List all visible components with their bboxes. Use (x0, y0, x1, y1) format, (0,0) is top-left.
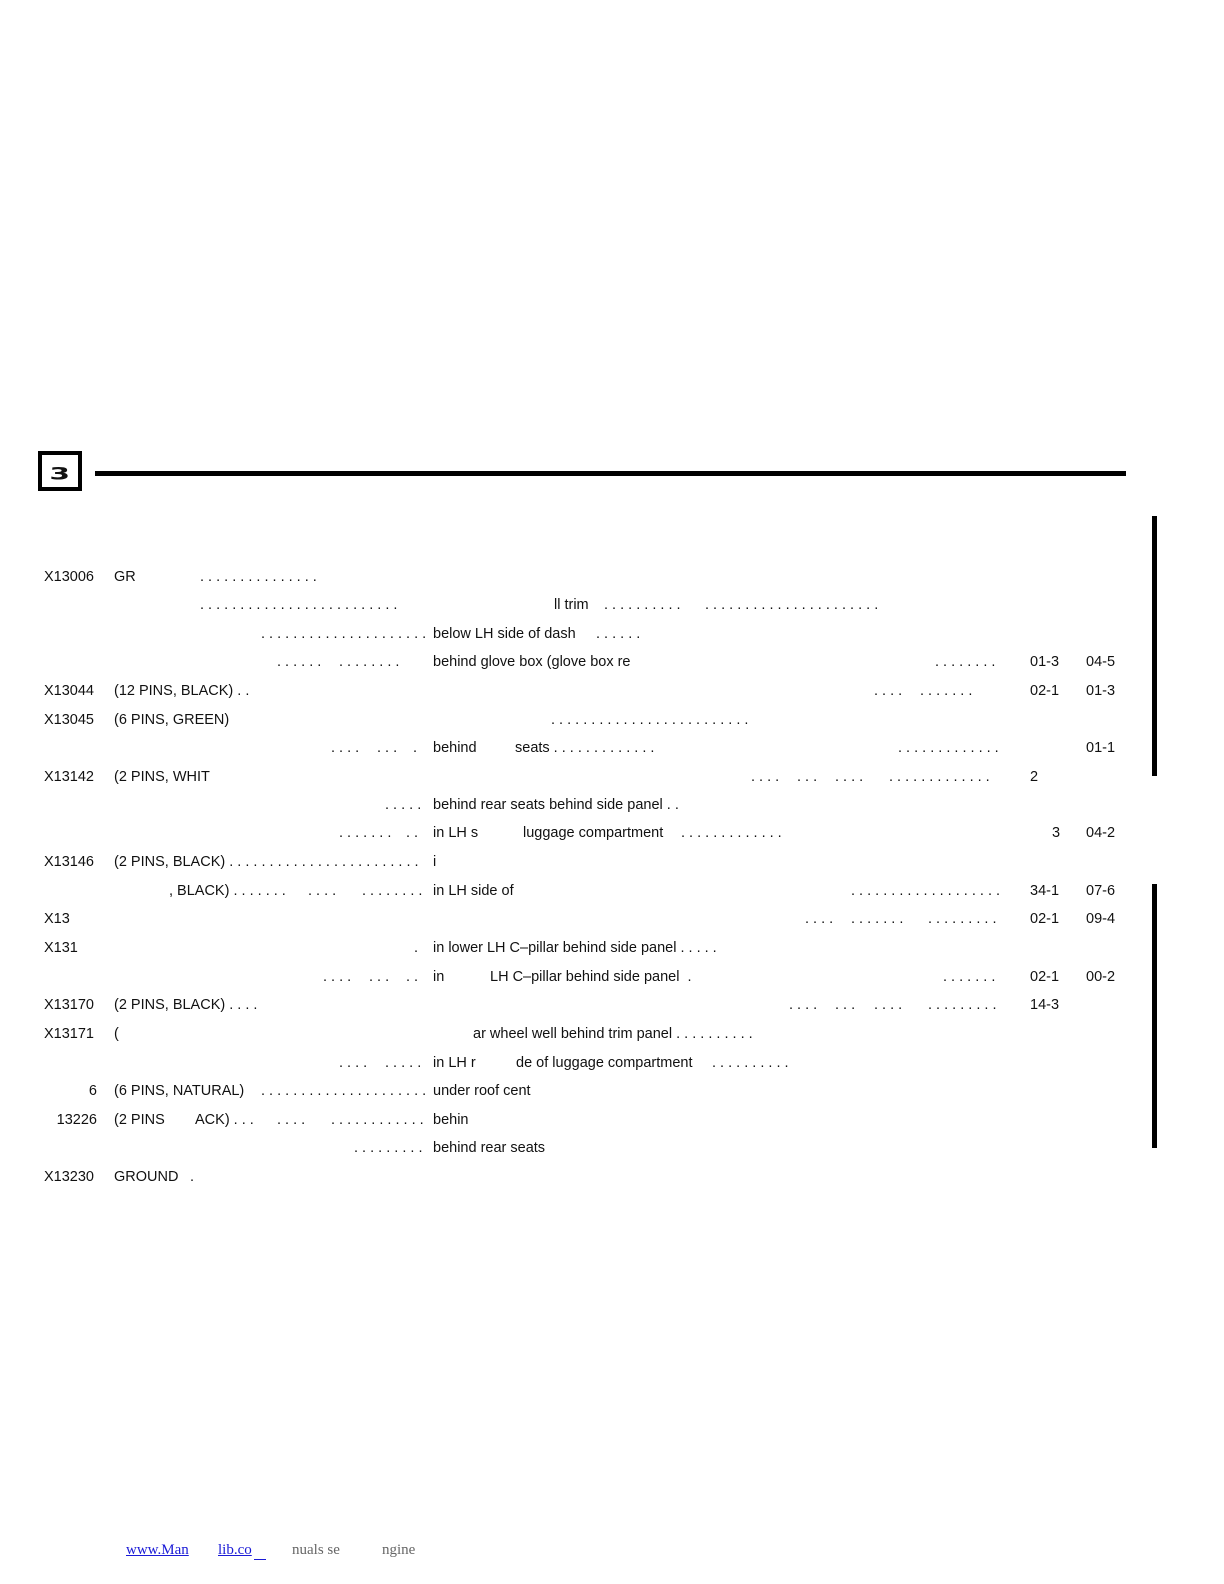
connector-location: behind (433, 740, 477, 756)
leader-dots: . . . . (874, 683, 903, 699)
leader-dots: . . . . (277, 1112, 306, 1128)
leader-dots: . . . . (331, 740, 360, 756)
table-row (0, 967, 1224, 987)
page-ref-2: 00-2 (1086, 969, 1116, 985)
connector-location: below LH side of dash (433, 626, 576, 642)
leader-dots: . . . . . (385, 1055, 422, 1071)
connector-location: in LH side of (433, 883, 514, 899)
connector-type: (12 PINS, BLACK) . . (114, 683, 250, 699)
leader-dots: . . . . (323, 969, 352, 985)
connector-location: behind rear seats behind side panel . . (433, 797, 679, 813)
leader-dots: . . . . . . . (339, 825, 392, 841)
table-row (0, 567, 1224, 587)
table-row (0, 681, 1224, 701)
table-row (0, 652, 1224, 672)
connector-id: X13146 (44, 854, 94, 870)
connector-id: 13226 (56, 1112, 97, 1128)
table-row (0, 1138, 1224, 1158)
table-row (0, 710, 1224, 730)
page-ref-2: 04-5 (1086, 654, 1116, 670)
table-row (0, 1081, 1224, 1101)
header-rule (95, 471, 1126, 476)
page-ref-1: 34-1 (1030, 883, 1060, 899)
connector-id: X13142 (44, 769, 94, 785)
leader-dots: . . . . . . . . (339, 654, 400, 670)
leader-dots: . (414, 940, 419, 956)
table-row (0, 1167, 1224, 1187)
page-ref-2: 01-1 (1086, 740, 1116, 756)
leader-dots: . . . . . . . . . . . . . . . . . . . . . (261, 626, 427, 642)
table-row (0, 852, 1224, 872)
location-fragment: ar wheel well behind trim panel . . . . . . . . . . (473, 1026, 753, 1042)
connector-type: GR (114, 569, 136, 585)
leader-dots: . . . . . . . . . . . . . . . . . . . . . . . . . (200, 597, 398, 613)
leader-dots: . . . . . . . . . . . . (331, 1112, 424, 1128)
leader-dots: . . . (369, 969, 390, 985)
connector-location: i (433, 854, 437, 870)
connector-id: X13006 (44, 569, 94, 585)
table-row (0, 909, 1224, 929)
table-row (0, 881, 1224, 901)
leader-dots: . . . . . . . . . . . . . . . . . . . . . . . . . (551, 712, 749, 728)
leader-dots: . . (406, 825, 419, 841)
connector-type-fragment: ACK) . . . (195, 1112, 254, 1128)
table-row (0, 595, 1224, 615)
leader-dots: . . . . (835, 769, 864, 785)
page-ref-1: 3 (1052, 825, 1061, 841)
leader-dots: . . . (797, 769, 818, 785)
table-row (0, 767, 1224, 787)
table-row (0, 938, 1224, 958)
leader-dots: . . . . . . . (920, 683, 973, 699)
leader-dots: . . . . . . . . . (928, 997, 997, 1013)
leader-dots: . . . . (308, 883, 337, 899)
leader-dots: . (190, 1169, 195, 1185)
page-ref-2: 01-3 (1086, 683, 1116, 699)
connector-type: ( (114, 1026, 119, 1042)
connector-id: X13 (44, 911, 70, 927)
location-fragment: LH C–pillar behind side panel . (490, 969, 692, 985)
connector-id: 6 (88, 1083, 97, 1099)
page-ref-2: 07-6 (1086, 883, 1116, 899)
connector-type: GROUND (114, 1169, 179, 1185)
location-fragment: ll trim (554, 597, 589, 613)
leader-dots: . . . (377, 740, 398, 756)
connector-type: (6 PINS, GREEN) (114, 712, 230, 728)
footer-link-underline (254, 1542, 266, 1560)
table-row (0, 823, 1224, 843)
section-number: 3 (49, 465, 71, 484)
footer-text-part-1: nuals se (292, 1542, 340, 1558)
page-ref-1: 02-1 (1030, 911, 1060, 927)
table-row (0, 1110, 1224, 1130)
page-footer (0, 1542, 1224, 1562)
connector-id: X13230 (44, 1169, 94, 1185)
table-row (0, 1024, 1224, 1044)
page-ref-1: 14-3 (1030, 997, 1060, 1013)
connector-location: behind rear seats (433, 1140, 546, 1156)
page-ref-2: 09-4 (1086, 911, 1116, 927)
connector-id: X13171 (44, 1026, 94, 1042)
leader-dots: . (413, 740, 418, 756)
leader-dots: . . . . . (385, 797, 422, 813)
change-bar-top (1152, 516, 1157, 776)
leader-dots: . . . . . . . (943, 969, 996, 985)
leader-dots: . . . . . . . . . . (604, 597, 681, 613)
connector-id: X13044 (44, 683, 94, 699)
table-row (0, 1053, 1224, 1073)
leader-dots: . . . . . . (596, 626, 641, 642)
connector-type: (6 PINS, NATURAL) (114, 1083, 245, 1099)
leader-dots: . . . . . . . . . (928, 911, 997, 927)
leader-dots: . . . . . . . . . . . . . (898, 740, 999, 756)
connector-location: in LH r (433, 1055, 476, 1071)
location-fragment: luggage compartment (523, 825, 664, 841)
leader-dots: . . . . . . (277, 654, 322, 670)
location-fragment: de of luggage compartment (516, 1055, 693, 1071)
leader-dots: . . . . . . . . . . . . . . . . . . . . . . (705, 597, 879, 613)
leader-dots: . . . . (339, 1055, 368, 1071)
connector-id: X13170 (44, 997, 94, 1013)
leader-dots: . . . . . . . . (935, 654, 996, 670)
leader-dots: . . . . (751, 769, 780, 785)
page-ref-1: 2 (1030, 769, 1039, 785)
leader-dots: . . . . (805, 911, 834, 927)
leader-dots: . . . . . . . . . (354, 1140, 423, 1156)
page-ref-1: 02-1 (1030, 683, 1060, 699)
leader-dots: . . . . (789, 997, 818, 1013)
location-fragment: seats . . . . . . . . . . . . . (515, 740, 655, 756)
leader-dots: . . . . . . . . (362, 883, 423, 899)
connector-type: , BLACK) . . . . . . . (169, 883, 286, 899)
table-row (0, 624, 1224, 644)
table-row (0, 995, 1224, 1015)
footer-link-part-2[interactable]: lib.co (218, 1542, 252, 1558)
leader-dots: . . . (835, 997, 856, 1013)
page-ref-1: 02-1 (1030, 969, 1060, 985)
leader-dots: . . . . . . . . . . . . . . . (200, 569, 317, 585)
connector-type: (2 PINS, BLACK) . . . . (114, 997, 258, 1013)
section-number-badge (38, 451, 82, 491)
leader-dots: . . . . . . . . . . . . . (889, 769, 990, 785)
connector-location: in LH s (433, 825, 479, 841)
connector-id: X131 (44, 940, 78, 956)
leader-dots: . . . . . . . (851, 911, 904, 927)
footer-link-part-1[interactable]: www.Man (126, 1542, 189, 1558)
page-ref-2: 04-2 (1086, 825, 1116, 841)
leader-dots: . . . . (874, 997, 903, 1013)
connector-location: in lower LH C–pillar behind side panel . . . . . (433, 940, 717, 956)
connector-id: X13045 (44, 712, 94, 728)
leader-dots: . . . . . . . . . . . . . . . . . . . . . (261, 1083, 427, 1099)
table-row (0, 795, 1224, 815)
leader-dots: . . . . . . . . . . (712, 1055, 789, 1071)
leader-dots: . . . . . . . . . . . . . (681, 825, 782, 841)
connector-location: behin (433, 1112, 469, 1128)
connector-type: (2 PINS, BLACK) . . . . . . . . . . . . . . . . . . . . . . . . (114, 854, 419, 870)
connector-type: (2 PINS, WHIT (114, 769, 210, 785)
footer-text-part-2: ngine (382, 1542, 416, 1558)
leader-dots: . . (406, 969, 419, 985)
page-ref-1: 01-3 (1030, 654, 1060, 670)
connector-type: (2 PINS (114, 1112, 165, 1128)
leader-dots: . . . . . . . . . . . . . . . . . . . (851, 883, 1001, 899)
connector-location: under roof cent (433, 1083, 531, 1099)
connector-location: in (433, 969, 445, 985)
table-row (0, 738, 1224, 758)
connector-location: behind glove box (glove box re (433, 654, 631, 670)
